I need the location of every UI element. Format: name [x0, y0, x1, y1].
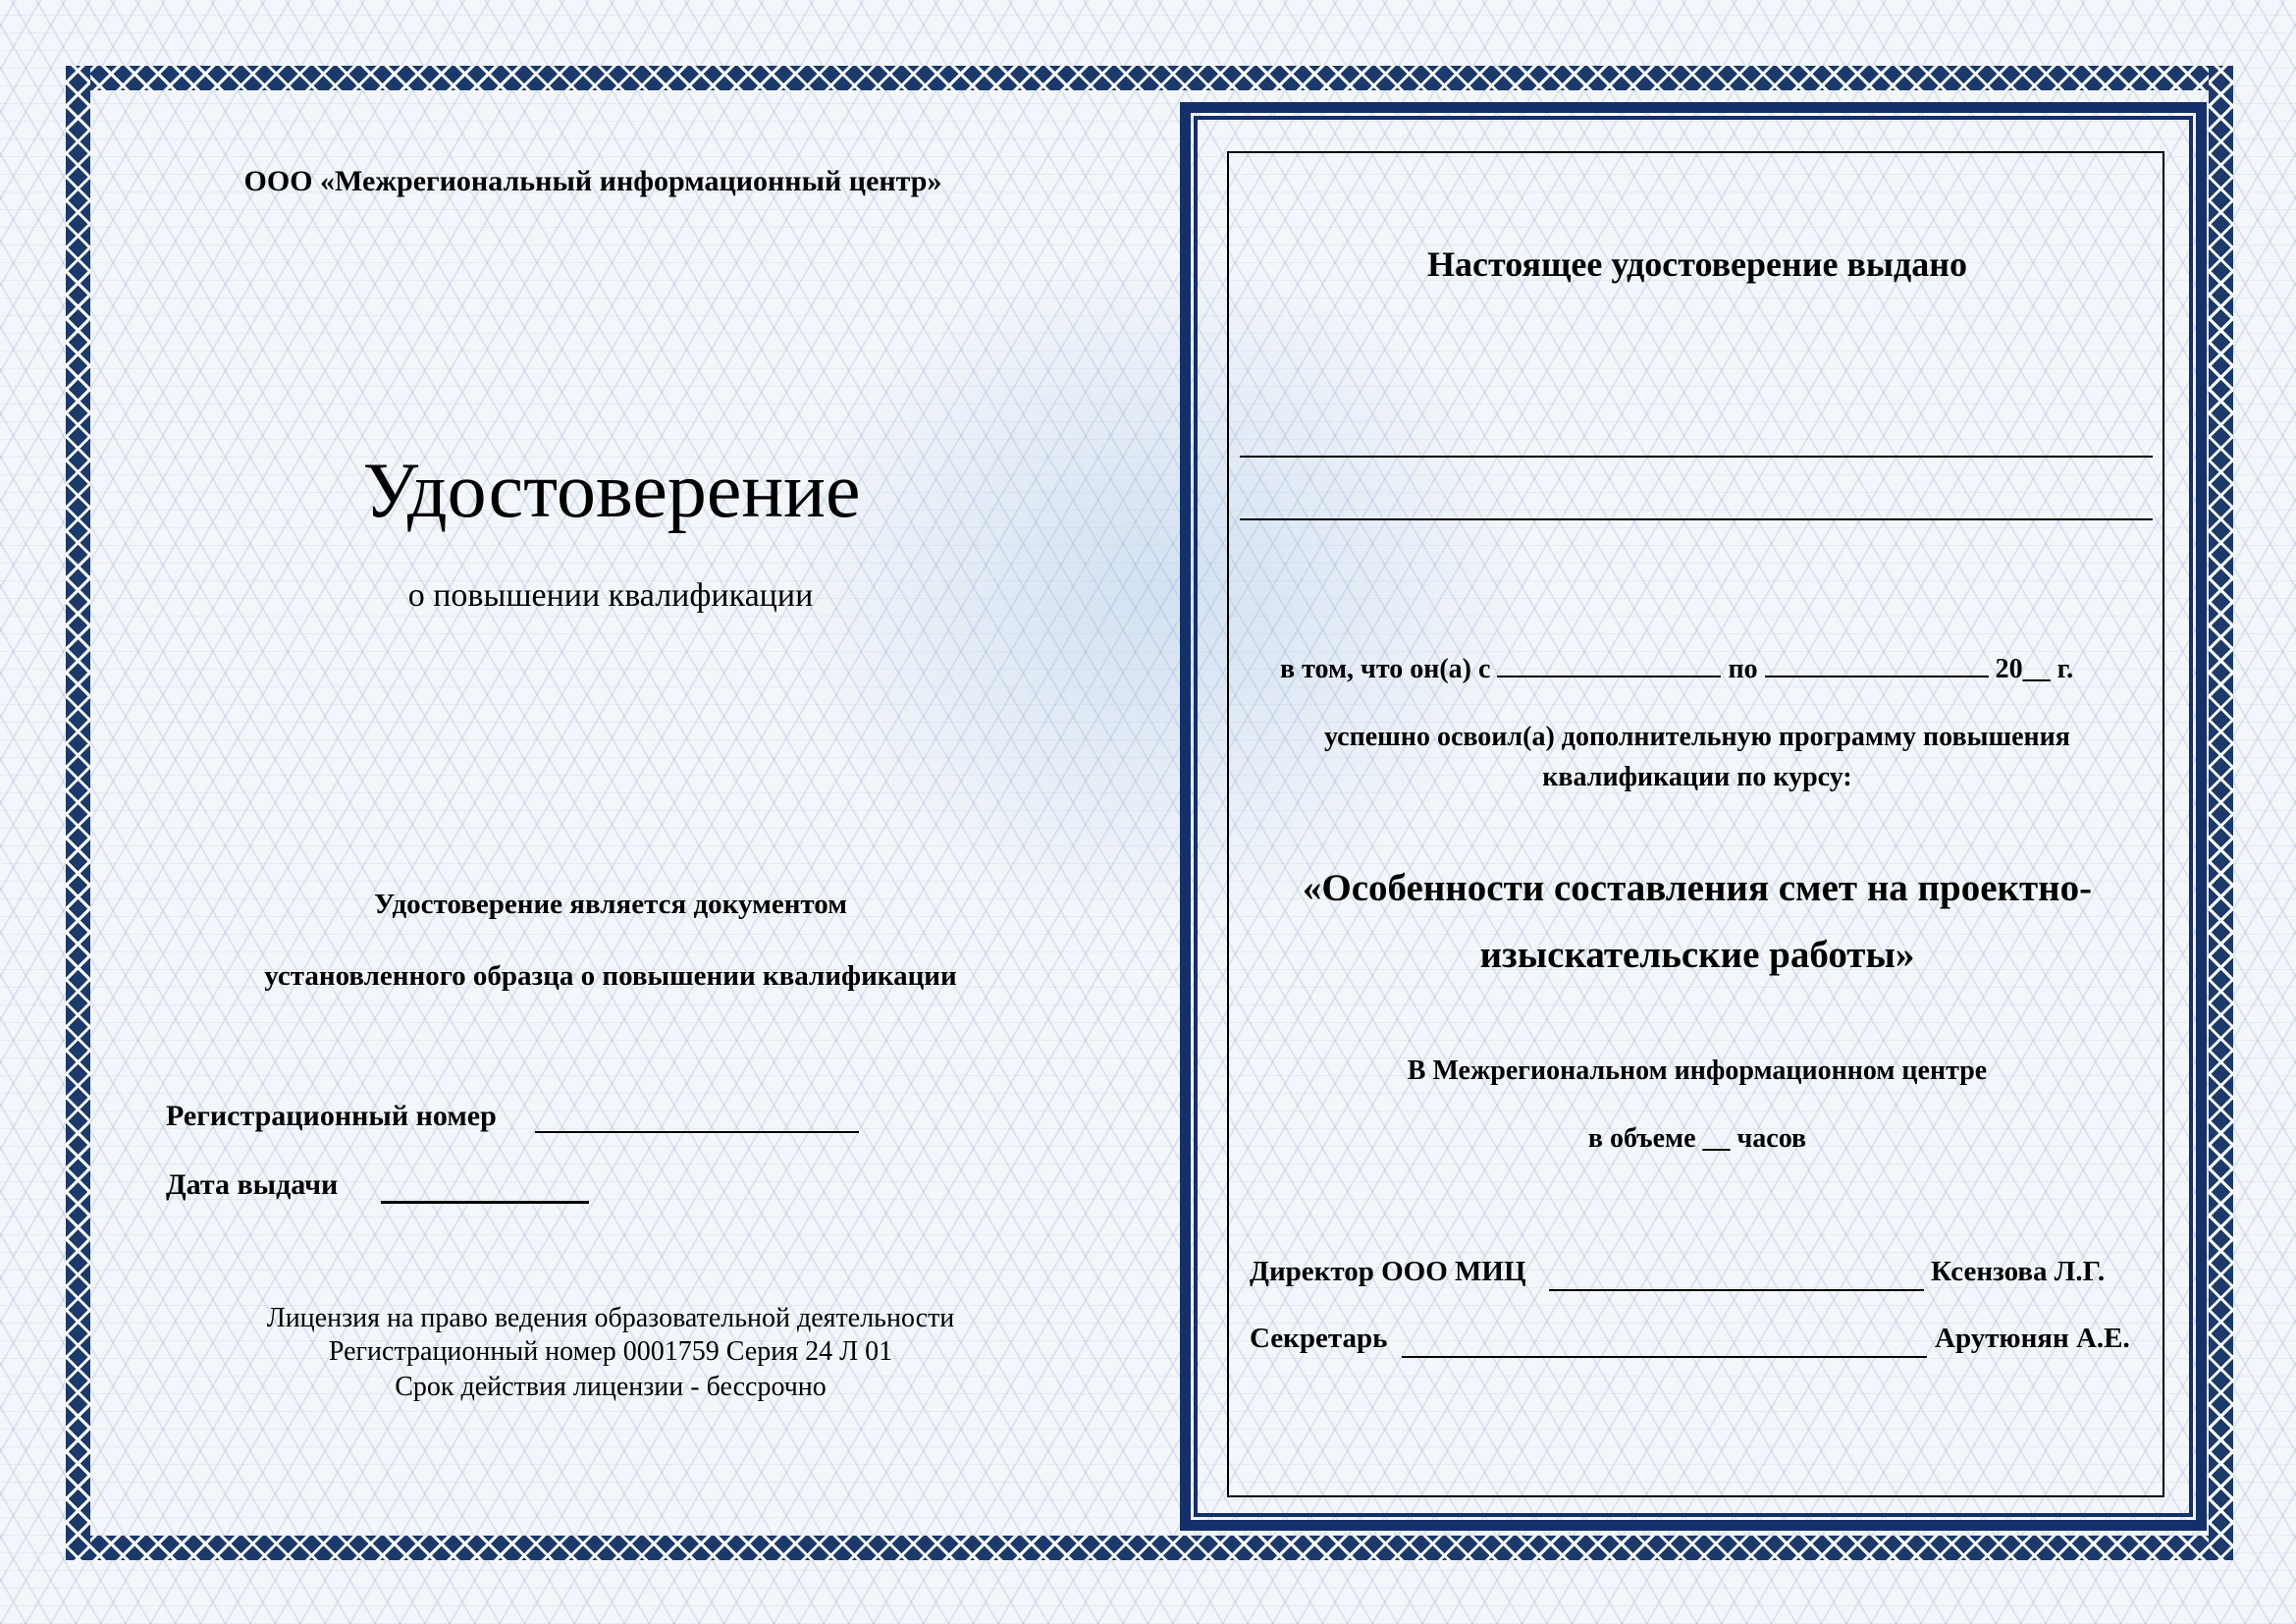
panel-frame-inner: [1227, 151, 2164, 1497]
license-line-1: Лицензия на право ведения образовательной деятельности: [266, 1303, 955, 1333]
license-line-3: Срок действия лицензии - бессрочно: [395, 1372, 827, 1402]
institution: В Межрегиональном информационном центре: [1407, 1056, 1988, 1086]
secretary-label: Секретарь: [1250, 1323, 1388, 1354]
organization-name: ООО «Межрегиональный информационный центр»: [243, 165, 942, 197]
license-line-2: Регистрационный номер 0001759 Серия 24 Л 01: [328, 1336, 893, 1367]
issued-heading: Настоящее удостоверение выдано: [1427, 244, 1967, 284]
secretary-name: Арутюнян А.Е.: [1935, 1323, 2130, 1354]
border-bottom: [66, 1536, 2233, 1560]
document-title: Удостоверение: [362, 448, 861, 534]
issue-date-field[interactable]: [381, 1173, 589, 1204]
hours: в объеме __ часов: [1587, 1123, 1807, 1154]
reg-number-field[interactable]: [535, 1105, 859, 1133]
director-label: Директор ООО МИЦ: [1250, 1256, 1526, 1287]
period-start-field[interactable]: [1497, 654, 1721, 677]
issue-date-label: Дата выдачи: [166, 1168, 339, 1201]
reg-number-label: Регистрационный номер: [166, 1100, 497, 1132]
statement-line-1: Удостоверение является документом: [374, 889, 847, 920]
border-left: [66, 66, 90, 1560]
recipient-name-line-2[interactable]: [1240, 495, 2153, 520]
course-title-line-1: «Особенности составления смет на проектно-: [1302, 867, 2093, 909]
period-mid: по: [1728, 654, 1758, 684]
director-signature-field[interactable]: [1549, 1262, 1924, 1291]
recipient-name-line-1[interactable]: [1240, 432, 2153, 458]
period-prefix: в том, что он(а) с: [1280, 654, 1491, 684]
period-end-field[interactable]: [1765, 654, 1989, 677]
period-suffix: 20__ г.: [1995, 654, 2074, 684]
director-name: Ксензова Л.Г.: [1931, 1256, 2106, 1287]
statement-line-2: установленного образца о повышении квалификации: [264, 960, 957, 992]
course-title-line-2: изыскательские работы»: [1479, 934, 1915, 976]
border-right: [2209, 66, 2233, 1560]
program-line-1: успешно освоил(а) дополнительную программу повышения: [1324, 722, 2070, 752]
program-line-2: квалификации по курсу:: [1542, 762, 1852, 792]
secretary-signature-field[interactable]: [1402, 1328, 1927, 1358]
document-subtitle: о повышении квалификации: [407, 577, 814, 614]
period-row: [1280, 654, 2073, 685]
border-top: [66, 66, 2233, 90]
